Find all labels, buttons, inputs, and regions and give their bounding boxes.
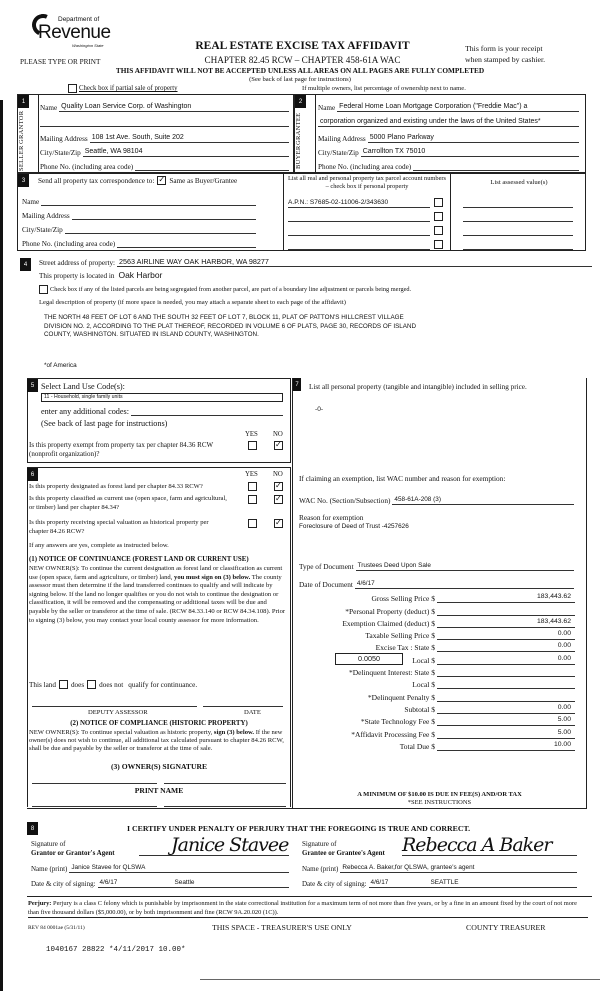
buyer-city-field[interactable]: Carrollton TX 75010 — [361, 147, 579, 157]
money-row — [303, 591, 575, 603]
signature-of-label: Signature of — [302, 840, 337, 848]
parcel-number-field[interactable]: A.P.N.: S7685-02-11006-2/343630 — [288, 198, 430, 208]
owner-signature-line-2[interactable] — [164, 783, 286, 784]
section-number: 8 — [27, 822, 38, 835]
grantee-agent-label: Grantee or Grantee's Agent — [302, 848, 385, 857]
assessed-value-field[interactable] — [463, 198, 573, 208]
grantor-date: 4/6/17 — [99, 879, 118, 886]
money-row — [303, 640, 575, 652]
state-technology-fee-label: *State Technology Fee $ — [360, 717, 435, 727]
notice-bold: you must sign on (3) below. — [174, 573, 251, 581]
delinquent-interest-local-label: Local $ — [412, 680, 435, 690]
treasurer-use-label: THIS SPACE - TREASURER'S USE ONLY — [212, 923, 352, 932]
wac-field[interactable]: 458-61A-208 (3) — [392, 495, 574, 505]
buyer-name-field[interactable]: Federal Home Loan Mortgage Corporation ("Freddie Mac") a — [337, 102, 579, 112]
this-land-label: This land — [29, 680, 56, 689]
legal-description-label: Legal description of property (if more space is needed, you may attach a separate sheet to each page of the affidavit) — [39, 299, 346, 306]
exemption-label: If claiming an exemption, list WAC number and reason for exemption: — [299, 474, 506, 483]
money-row — [303, 689, 575, 701]
grantor-name-field[interactable]: Janice Stavee for QLSWA — [69, 863, 289, 873]
delinquent-interest-state-field[interactable] — [437, 676, 575, 677]
segregated-label: Check box if any of the listed parcels are being segregated from another parcel, are part of a boundary line adjustment or parcels being merged. — [50, 286, 412, 293]
date-city-label: Date & city of signing: — [31, 880, 96, 888]
grantee-date: 4/6/17 — [370, 879, 389, 886]
money-row — [303, 677, 575, 689]
city-label: City/State/Zip — [40, 149, 81, 157]
logo-sub: Washington State — [72, 43, 104, 48]
logo-dept: Department of — [58, 16, 100, 23]
if-yes-note: If any answers are yes, complete as instructed below. — [29, 542, 169, 549]
notice-continuance-text — [29, 565, 287, 625]
forest-land-yes-checkbox[interactable] — [248, 482, 257, 491]
print-name-line-2[interactable] — [164, 806, 286, 807]
money-row — [303, 628, 575, 640]
parcel-row — [288, 208, 583, 222]
partial-sale-row — [68, 84, 178, 93]
personal-property-checkbox[interactable] — [434, 226, 443, 235]
name-label: Name — [40, 104, 58, 112]
left-page-edge — [0, 100, 3, 991]
current-use-question: Is this property classified as current use (open space, farm and agricultural, or timber) land per chapter 84.34? — [29, 495, 227, 511]
delinquent-interest-state-label: *Delinquent Interest: State $ — [348, 668, 435, 678]
does-label: does — [70, 680, 85, 689]
no-header: NO — [273, 431, 283, 438]
city-label: City/State/Zip — [22, 226, 63, 234]
exempt-no-checkbox[interactable] — [274, 441, 283, 450]
notice-text: The county assessor must then determine if the land transferred continues to qualify and will indicate by signing below. If the land no longer qualifies or you do not wish to continue the designation or classification, it will be removed and the compensating or additional taxes will be due and payable by the seller or transferor at the time of sale. (RCW 84.33.140 or RCW 84.34.108). Prior to signing (3) below, you may contact your local county assessor for more information. — [29, 573, 286, 624]
parcel-number-field[interactable] — [288, 226, 430, 236]
additional-codes-field[interactable] — [131, 406, 283, 416]
located-in-field[interactable]: Oak Harbor — [118, 270, 163, 280]
excise-tax-local-label: Local $ — [412, 655, 435, 665]
correspondence-name-field[interactable] — [41, 196, 256, 206]
grantee-date-city-field[interactable] — [369, 878, 577, 888]
personal-property-deduct-field[interactable] — [437, 615, 575, 616]
reason-field[interactable]: Foreclosure of Deed of Trust -4257626 — [299, 523, 409, 530]
does-not-label: does not — [99, 680, 124, 689]
treasurer-stamp: 1040167 28822 *4/11/2017 10.00* — [46, 946, 186, 954]
buyer-grantee-label — [295, 113, 315, 169]
section-2-buyer — [294, 94, 586, 173]
located-in-label: This property is located in — [39, 272, 115, 280]
current-use-yes-checkbox[interactable] — [248, 495, 257, 504]
correspondence-phone-field[interactable] — [117, 238, 256, 248]
qualify-label: qualify for continuance. — [128, 680, 198, 689]
deputy-assessor-label: DEPUTY ASSESSOR — [88, 709, 148, 716]
yes-header: YES — [245, 471, 258, 478]
legal-footnote: *of America — [44, 362, 77, 369]
correspondence-mailing-field[interactable] — [72, 210, 256, 220]
document-date-field[interactable]: 4/6/17 — [355, 579, 574, 589]
buyer-phone-field[interactable] — [413, 161, 579, 171]
parcel-number-field[interactable] — [288, 212, 430, 222]
section-6-designations — [27, 467, 291, 807]
buyer-name-line2-field[interactable]: corporation organized and existing under the laws of the United States* — [318, 117, 579, 127]
seller-city-field[interactable]: Seattle, WA 98104 — [83, 147, 289, 157]
buyer-mailing-field[interactable]: 5000 Plano Parkway — [368, 133, 579, 143]
delinquent-penalty-label: *Delinquent Penalty $ — [367, 692, 435, 702]
grantor-signature: Janice Stavee — [171, 834, 289, 856]
affidavit-processing-fee-field[interactable]: 5.00 — [437, 728, 575, 739]
assessor-date-line[interactable] — [203, 706, 283, 707]
grantee-signature: Rebecca A Baker — [402, 834, 552, 856]
certification-divider — [27, 896, 592, 897]
state-technology-fee-field[interactable]: 5.00 — [437, 715, 575, 726]
section-1-seller — [17, 94, 294, 173]
exemption-claimed-label: Exemption Claimed (deduct) $ — [342, 618, 435, 628]
land-use-select[interactable]: 11 - Household, single family units — [41, 393, 283, 402]
bottom-rule — [200, 979, 600, 980]
buyer-label: BUYER — [295, 145, 302, 170]
correspondence-city-field[interactable] — [65, 224, 256, 234]
perjury-text: Perjury is a class C felony which is punishable by imprisonment in the state correctional institution for a maximum term of not more than five years, or by a fine in an amount fixed by the court of not more than five thousand dollars ($5,000.00), or by both imprisonment and fine (RCW 9A.20.020 (1C)). — [28, 900, 577, 916]
perjury-certification: I CERTIFY UNDER PENALTY OF PERJURY THAT THE FOREGOING IS TRUE AND CORRECT. — [127, 824, 471, 833]
grantor-signature-block — [31, 834, 301, 888]
money-row — [303, 714, 575, 726]
grantor-label: GRANTOR — [18, 110, 25, 145]
personal-property-deduct-label: *Personal Property (deduct) $ — [345, 606, 435, 616]
mailing-label: Mailing Address — [318, 135, 366, 143]
grantor-date-city-field[interactable] — [98, 878, 289, 888]
notice-text: NEW OWNER(S): To continue the current designation as forest land or classification as current use (open space, farm and agriculture, or timber) land, — [29, 565, 283, 581]
send-to-row — [38, 176, 237, 185]
section-7-personal-property — [292, 378, 587, 808]
personal-property-label: List all personal property (tangible and intangible) included in selling price. — [309, 383, 527, 391]
historic-no-checkbox[interactable] — [274, 519, 283, 528]
money-row — [303, 739, 575, 751]
does-qualify-checkbox[interactable] — [59, 680, 68, 689]
county-treasurer-label: COUNTY TREASURER — [466, 923, 546, 932]
name-print-label: Name (print) — [31, 865, 68, 873]
print-name-label: PRINT NAME — [134, 786, 184, 795]
grantor-agent-label: Grantor or Grantor's Agent — [31, 848, 115, 857]
assessed-value-field[interactable] — [463, 212, 573, 222]
total-due-label: Total Due $ — [399, 741, 435, 751]
parcel-number-field[interactable] — [288, 240, 430, 250]
signature-of-label: Signature of — [31, 840, 66, 848]
section-number: 4 — [20, 258, 31, 271]
personal-property-checkbox[interactable] — [434, 240, 443, 249]
legal-line: COUNTY, WASHINGTON. SITUATED IN ISLAND COUNTY, WASHINGTON. — [44, 331, 259, 339]
section-number: 6 — [27, 468, 38, 481]
seller-name-field[interactable]: Quality Loan Service Corp. of Washington — [59, 102, 289, 112]
same-as-buyer-checkbox[interactable] — [157, 176, 166, 185]
personal-property-checkbox[interactable] — [434, 198, 443, 207]
no-header: NO — [273, 471, 283, 478]
taxable-selling-price-label: Taxable Selling Price $ — [365, 631, 435, 641]
street-address-field[interactable]: 2563 AIRLINE WAY OAK HARBOR, WA 98277 — [117, 257, 592, 267]
see-instructions-note: *SEE INSTRUCTIONS — [407, 799, 472, 806]
owner-signature-label: (3) OWNER(S) SIGNATURE — [110, 762, 208, 771]
money-row — [303, 726, 575, 738]
exemption-claimed-field[interactable]: 183,443.62 — [437, 617, 575, 628]
local-rate-field[interactable]: 0.0050 — [335, 653, 403, 665]
phone-label: Phone No. (including area code) — [22, 240, 116, 248]
document-type-label: Type of Document — [299, 562, 354, 571]
grantee-city: SEATTLE — [430, 879, 459, 886]
gross-selling-price-field[interactable]: 183,443.62 — [437, 592, 575, 603]
form-chapter: CHAPTER 82.45 RCW – CHAPTER 458-61A WAC — [204, 55, 401, 65]
parcel-row — [288, 194, 583, 208]
revenue-logo — [30, 14, 110, 58]
phone-label: Phone No. (including area code) — [40, 163, 134, 171]
send-correspondence-label: Send all property tax correspondence to: — [38, 176, 155, 185]
mailing-label: Mailing Address — [40, 135, 88, 143]
partial-sale-label: Check box if partial sale of property — [79, 85, 178, 92]
notice-continuance-title: (1) NOTICE OF CONTINUANCE (FOREST LAND OR CURRENT USE) — [29, 556, 249, 563]
seller-grantor-label — [18, 110, 38, 172]
name-label: Name — [318, 104, 336, 112]
notice-compliance-text — [29, 729, 287, 753]
date-label: DATE — [244, 709, 261, 716]
notice-text: If the new owner(s) does not wish to continue, all additional tax calculated pursuant to chapter 84.26 RCW, shall be due and payable by the seller or transferor at the time of sale. — [29, 729, 284, 752]
see-back-note: (See back of last page for instructions) — [41, 419, 168, 428]
legal-description-field[interactable] — [44, 314, 416, 340]
gross-selling-price-label: Gross Selling Price $ — [371, 594, 435, 604]
logo-main: Revenue — [38, 22, 111, 43]
current-use-no-checkbox[interactable] — [274, 495, 283, 504]
grantor-city: Seattle — [174, 879, 195, 886]
please-type-label: PLEASE TYPE OR PRINT — [20, 58, 101, 66]
city-label: City/State/Zip — [318, 149, 359, 157]
money-row — [303, 665, 575, 677]
parcel-row — [288, 236, 583, 250]
minimum-due-note: A MINIMUM OF $10.00 IS DUE IN FEE(S) AND/OR TAX — [357, 791, 522, 798]
parcel-list — [288, 194, 583, 250]
forest-land-question: Is this property designated as forest land per chapter 84.33 RCW? — [29, 483, 203, 490]
does-not-qualify-checkbox[interactable] — [87, 680, 96, 689]
print-name-line-1[interactable] — [32, 806, 157, 807]
street-address-label: Street address of property: — [39, 259, 116, 267]
historic-yes-checkbox[interactable] — [248, 519, 257, 528]
section-number: 3 — [18, 174, 29, 187]
document-type-field[interactable]: Trustees Deed Upon Sale — [356, 561, 574, 571]
historic-question: Is this property receiving special valuation as historical property per chapter 84.26 RCW? — [29, 519, 209, 535]
personal-property-field[interactable]: -0- — [315, 406, 324, 413]
section-number: 1 — [18, 95, 29, 108]
section-4-property — [17, 252, 592, 374]
section-5-land-use — [27, 378, 291, 463]
taxable-selling-price-field[interactable]: 0.00 — [437, 629, 575, 640]
perjury-notice — [28, 900, 588, 918]
segregated-checkbox[interactable] — [39, 285, 48, 294]
perjury-label: Perjury: — [28, 900, 52, 907]
assessed-value-field[interactable] — [463, 240, 573, 250]
receipt-note-1: This form is your receipt — [465, 44, 543, 53]
section-number: 7 — [293, 378, 301, 391]
yes-header: YES — [245, 431, 258, 438]
section-number: 5 — [27, 379, 38, 392]
deputy-assessor-line[interactable] — [32, 706, 197, 707]
seller-phone-field[interactable] — [135, 161, 289, 171]
excise-tax-state-field[interactable]: 0.00 — [437, 641, 575, 652]
notice-bold: sign (3) below. — [213, 729, 255, 736]
legal-line: DIVISION NO. 2, ACCORDING TO THE PLAT THEREOF, RECORDED IN VOLUME 6 OF PLATS, PAGE 30, RECORDS OF ISLAND — [44, 322, 417, 330]
assessed-value-field[interactable] — [463, 226, 573, 236]
mailing-label: Mailing Address — [22, 212, 70, 220]
exempt-question: Is this property exempt from property tax per chapter 84.36 RCW (nonprofit organization)? — [29, 441, 213, 458]
legal-line: THE NORTH 48 FEET OF LOT 6 AND THE SOUTH 32 FEET OF LOT 7, BLOCK 11, PLAT OF PATTON'S HILLCREST VILLAGE — [44, 314, 404, 321]
tax-calculation — [303, 591, 575, 751]
name-print-label: Name (print) — [302, 865, 339, 873]
acceptance-warning: THIS AFFIDAVIT WILL NOT BE ACCEPTED UNLESS ALL AREAS ON ALL PAGES ARE FULLY COMPLETED — [115, 66, 485, 75]
grantee-name-field[interactable]: Rebecca A. Baker,for QLSWA, grantee's agent — [340, 863, 577, 873]
notice-text: NEW OWNER(S): To continue special valuation as historic property, — [29, 729, 213, 736]
money-row — [303, 616, 575, 628]
additional-codes-label: enter any additional codes: — [41, 407, 129, 416]
notice-compliance-title: (2) NOTICE OF COMPLIANCE (HISTORIC PROPERTY) — [70, 720, 248, 727]
excise-tax-state-label: Excise Tax : State $ — [375, 643, 435, 653]
subtotal-label: Subtotal $ — [404, 704, 435, 714]
section-number: 2 — [295, 95, 306, 108]
money-row — [303, 652, 575, 664]
personal-property-checkbox[interactable] — [434, 212, 443, 221]
subtotal-field[interactable]: 0.00 — [437, 703, 575, 714]
assessed-header: List assessed value(s) — [490, 179, 548, 186]
affidavit-processing-fee-label: *Affidavit Processing Fee $ — [351, 729, 435, 739]
date-city-label: Date & city of signing: — [302, 880, 367, 888]
money-row — [303, 702, 575, 714]
seller-name-line2-field[interactable] — [40, 117, 289, 127]
parcel-header: List all real and personal property tax parcel account numbers – check box if personal property — [287, 175, 447, 190]
partial-sale-checkbox[interactable] — [68, 84, 77, 93]
delinquent-penalty-field[interactable] — [437, 701, 575, 702]
form-title: REAL ESTATE EXCISE TAX AFFIDAVIT — [195, 40, 410, 52]
section-8-certification — [17, 818, 592, 896]
name-label: Name — [22, 198, 40, 206]
delinquent-interest-local-field[interactable] — [437, 688, 575, 689]
phone-label: Phone No. (including area code) — [318, 163, 412, 171]
exempt-yes-checkbox[interactable] — [248, 441, 257, 450]
excise-tax-local-field[interactable]: 0.00 — [437, 654, 575, 665]
grantee-signature-block — [302, 834, 587, 888]
seller-label: SELLER — [18, 145, 25, 172]
multiple-owners-note: If multiple owners, list percentage of ownership next to name. — [302, 85, 466, 92]
form-revision: REV 84 0001ae (5/31/11) — [28, 925, 85, 931]
document-date-label: Date of Document — [299, 580, 353, 589]
grantee-label: GRANTEE — [295, 112, 302, 145]
reason-label: Reason for exemption — [299, 513, 364, 522]
see-back-note: (See back of last page for instructions) — [249, 76, 351, 83]
section-divider — [27, 808, 587, 809]
owner-signature-line-1[interactable] — [32, 783, 157, 784]
land-use-label: Select Land Use Code(s): — [41, 382, 125, 391]
section-3-correspondence — [17, 173, 586, 251]
receipt-note-2: when stamped by cashier. — [465, 55, 546, 64]
forest-land-no-checkbox[interactable] — [274, 482, 283, 491]
same-as-buyer-label: Same as Buyer/Grantee — [169, 176, 238, 185]
seller-mailing-field[interactable]: 108 1st Ave. South, Suite 202 — [90, 133, 289, 143]
wac-label: WAC No. (Section/Subsection) — [299, 496, 391, 505]
money-row — [303, 603, 575, 615]
total-due-field[interactable]: 10.00 — [437, 740, 575, 751]
parcel-row — [288, 222, 583, 236]
